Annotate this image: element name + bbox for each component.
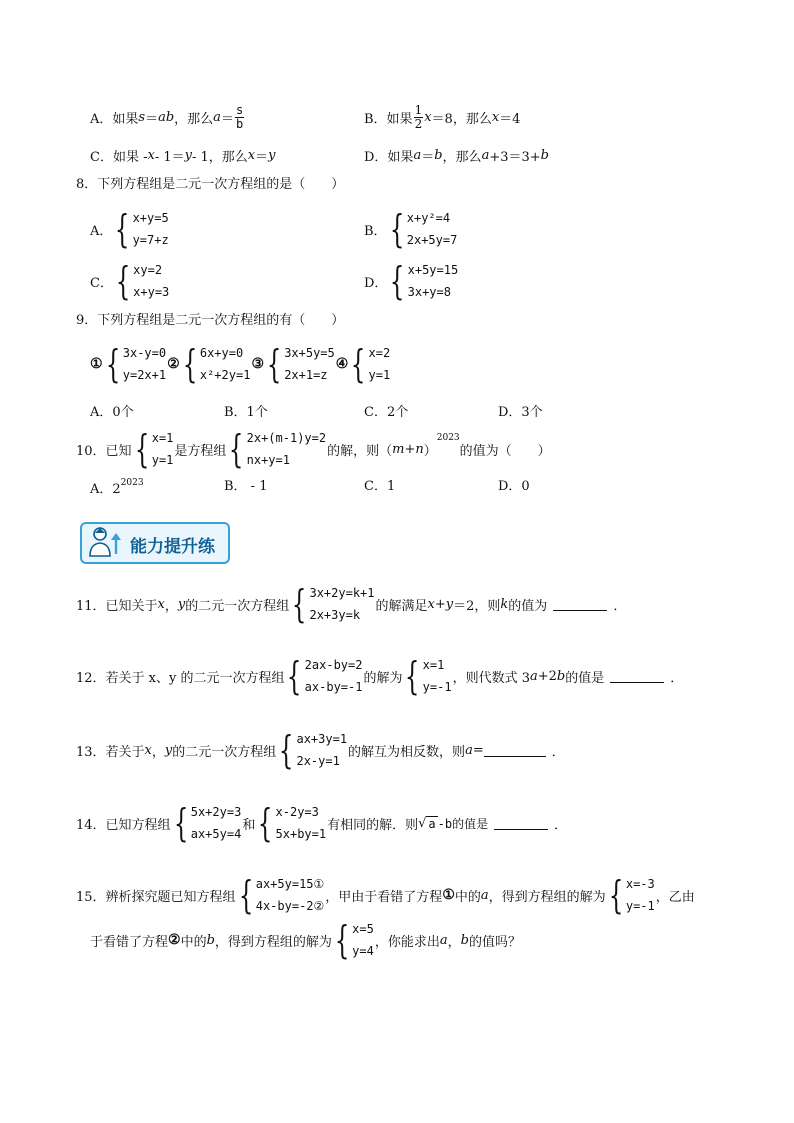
text: ，	[447, 934, 461, 950]
brace: {	[390, 259, 405, 303]
var: x	[427, 596, 435, 612]
q9-option-b: B．1个	[224, 405, 268, 420]
q7-option-d	[364, 146, 549, 165]
equation: 3x-y=0	[122, 346, 167, 360]
q10-option-c: C．1	[364, 479, 396, 494]
circled-number: ②	[167, 356, 180, 372]
q10-option-a	[90, 478, 144, 497]
var: a	[481, 148, 490, 163]
option-label: A．2	[90, 482, 121, 497]
text: ，得到方程组的解为	[488, 889, 606, 905]
q9-systems	[90, 342, 391, 386]
solution-system	[333, 918, 374, 962]
answer-blank[interactable]	[610, 670, 664, 683]
equation-system	[113, 207, 168, 251]
question-15-line-2	[90, 918, 521, 962]
circled-number: ④	[335, 356, 349, 372]
square-root	[418, 816, 438, 831]
var: s	[138, 110, 146, 125]
brace: {	[608, 873, 624, 917]
exponent: 2023	[120, 478, 144, 488]
equation-system	[349, 342, 390, 386]
equation: x²+2y=1	[199, 368, 251, 382]
equation: nx+y=1	[246, 453, 290, 467]
equation: x-2y=3	[275, 805, 319, 819]
equation: 2x+5y=7	[406, 233, 458, 247]
brace: {	[173, 801, 188, 845]
q9-option-c: C．2个	[364, 405, 409, 420]
brace: {	[258, 801, 273, 845]
student-upgrade-icon	[86, 524, 126, 560]
var: y	[268, 148, 276, 163]
question-9-stem: 9．下列方程组是二元一次方程组的有（ ）	[76, 313, 345, 328]
text: 的解为	[363, 670, 403, 686]
text: +	[404, 441, 416, 457]
text: 是方程组	[174, 443, 227, 459]
brace: {	[334, 918, 350, 962]
text: 于看错了方程	[90, 934, 169, 950]
var: y	[164, 742, 173, 758]
circled-number: ①	[442, 887, 455, 903]
denominator: b	[235, 117, 244, 131]
text: 中的	[180, 934, 207, 950]
text: -b的值是	[437, 816, 489, 831]
denominator: 2	[414, 117, 423, 131]
text: 10．已知	[76, 443, 132, 459]
question-14	[76, 801, 567, 845]
equation: ax+5y=4	[190, 827, 242, 841]
var: y	[184, 148, 192, 163]
exponent: 2023	[436, 433, 460, 443]
var: a	[413, 148, 422, 163]
banner-title: 能力提升练	[130, 537, 215, 557]
text: ，那么	[174, 112, 214, 127]
equation: x=1	[151, 431, 174, 445]
fraction	[414, 104, 424, 131]
var: b	[460, 932, 469, 948]
text: 和	[242, 817, 256, 833]
text: 的二元一次方程组	[185, 598, 290, 614]
text: ＝8，那么	[431, 112, 492, 127]
text: ＝	[421, 150, 435, 165]
text: 13．若关于	[76, 744, 145, 760]
equation: y=-1	[625, 899, 655, 913]
equation: x=-3	[625, 877, 655, 891]
var: k	[500, 596, 509, 612]
text: 的值吗？	[468, 934, 521, 950]
equation: 2x+(m-1)y=2	[246, 431, 327, 445]
answer-blank[interactable]	[484, 744, 546, 757]
text: 的值为	[508, 598, 548, 614]
equation-system	[256, 801, 326, 845]
brace: {	[405, 654, 420, 698]
circled-number: ②	[168, 932, 181, 948]
equation: y=-1	[422, 680, 452, 694]
equation-system	[388, 207, 458, 251]
section-banner	[78, 518, 230, 566]
text: 有相同的解．则	[327, 817, 419, 833]
text: 的值是	[565, 670, 605, 686]
brace: {	[389, 207, 404, 251]
var: n	[415, 441, 424, 457]
solution-system	[607, 873, 655, 917]
equation: y=1	[368, 368, 391, 382]
var: a	[480, 887, 489, 903]
equation: y=7+z	[132, 233, 169, 247]
option-label: B．如果	[364, 112, 413, 127]
question-12	[76, 654, 683, 698]
text: ，得到方程组的解为	[214, 934, 332, 950]
equation: 2x+3y=k	[309, 608, 361, 622]
equation: x=1	[422, 658, 445, 672]
brace: {	[115, 259, 131, 303]
equation-system	[277, 728, 347, 772]
question-8-stem: 8．下列方程组是二元一次方程组的是（ ）	[76, 177, 345, 192]
question-10-stem	[76, 427, 551, 471]
brace: {	[182, 342, 198, 386]
text: - 1，那么	[191, 150, 248, 165]
var: a	[439, 932, 448, 948]
text: 的解互为相反数，则	[348, 744, 466, 760]
brace: {	[351, 342, 366, 386]
equation: y=1	[151, 453, 174, 467]
q10-option-d: D．0	[498, 479, 530, 494]
brace: {	[115, 207, 130, 251]
text: 中的	[454, 889, 481, 905]
q10-option-b: B． - 1	[224, 479, 268, 494]
var: ab	[158, 110, 175, 125]
text: ＝	[255, 150, 269, 165]
equation: y=2x+1	[122, 368, 167, 382]
equation: 4x-by=-2②	[255, 899, 325, 913]
text: ，甲由于看错了方程	[325, 889, 443, 905]
radicand: a	[428, 816, 436, 831]
brace: {	[229, 427, 244, 471]
equation: x+y=5	[132, 211, 169, 225]
text: ）	[423, 443, 437, 459]
var: x	[147, 148, 155, 163]
var: m	[392, 441, 405, 457]
text: ．	[551, 744, 565, 760]
q8-option-b	[364, 207, 458, 251]
var: x	[144, 742, 152, 758]
text: ＝	[145, 112, 159, 127]
var: a	[529, 668, 538, 684]
var: b	[206, 932, 215, 948]
text: ＝	[220, 112, 234, 127]
equation-system	[181, 342, 251, 386]
text: 的解，则（	[327, 443, 393, 459]
equation: 2x-y=1	[296, 754, 340, 768]
equation: x+y=3	[133, 285, 170, 299]
q7-option-a	[90, 104, 245, 131]
var: y	[177, 596, 186, 612]
text: ，则代数式 3	[452, 670, 530, 686]
q8-option-c	[90, 259, 170, 303]
text: 的二元一次方程组	[172, 744, 277, 760]
text: ．	[670, 670, 684, 686]
equation: x+y²=4	[406, 211, 451, 225]
equation: 3x+y=8	[407, 285, 451, 299]
text: ，那么	[442, 150, 482, 165]
q8-option-d	[364, 259, 459, 303]
text: ，乙由	[655, 889, 695, 905]
numerator: 1	[414, 103, 423, 117]
numerator: s	[235, 103, 244, 117]
option-label: D．	[364, 275, 388, 291]
brace: {	[279, 728, 294, 772]
option-label: D．如果	[364, 150, 414, 165]
text: 15．辨析探究题已知方程组	[76, 889, 236, 905]
equation-system	[237, 873, 325, 917]
equation: x=5	[352, 922, 374, 936]
var: y	[445, 596, 454, 612]
question-13	[76, 728, 565, 772]
text: ，	[164, 598, 178, 614]
radical-sign: √	[418, 815, 427, 831]
equation: x=2	[368, 346, 391, 360]
text: ，	[151, 744, 165, 760]
brace: {	[292, 582, 307, 626]
answer-blank[interactable]	[494, 817, 548, 830]
text: 12．若关于 x、y 的二元一次方程组	[76, 670, 285, 686]
equation: 3x+2y=k+1	[309, 586, 375, 600]
brace: {	[266, 342, 282, 386]
q9-option-a: A．0个	[90, 405, 134, 420]
option-label: A．	[90, 223, 113, 239]
question-11	[76, 582, 626, 626]
brace: {	[105, 342, 120, 386]
equation-system	[172, 801, 242, 845]
q7-option-b	[364, 104, 520, 131]
text: - 1＝	[154, 150, 185, 165]
equation-system	[290, 582, 374, 626]
equation: 2x+1=z	[284, 368, 328, 382]
equation: 5x+2y=3	[190, 805, 242, 819]
var: a	[213, 110, 221, 125]
equation-system	[104, 342, 167, 386]
equation: 2ax-by=2	[304, 658, 363, 672]
brace: {	[134, 427, 149, 471]
text: 11．已知关于	[76, 598, 158, 614]
var: a	[465, 742, 473, 758]
equation: y=4	[352, 944, 374, 958]
var: b	[434, 148, 443, 163]
text: ＝4	[499, 112, 521, 127]
q8-option-a	[90, 207, 170, 251]
solution-system	[133, 427, 174, 471]
text: 的解满足	[375, 598, 428, 614]
var: x	[424, 110, 432, 125]
text: ．	[554, 817, 568, 833]
text: +3＝3+	[489, 150, 541, 165]
equation: ax+3y=1	[296, 732, 348, 746]
var: b	[556, 668, 566, 684]
text: 的值为（ ）	[459, 443, 551, 459]
text: =	[472, 742, 484, 758]
option-label: C．	[90, 275, 113, 291]
equation: ax-by=-1	[304, 680, 363, 694]
var: x	[491, 110, 500, 125]
equation-system	[114, 259, 169, 303]
text: ＝2，则	[453, 598, 501, 614]
question-15-line-1	[76, 873, 695, 917]
equation: ax+5y=15①	[255, 877, 325, 891]
answer-blank[interactable]	[553, 598, 607, 611]
q7-option-c	[90, 146, 276, 165]
text: ．	[613, 598, 627, 614]
text: +2	[537, 668, 557, 684]
solution-system	[403, 654, 451, 698]
q9-option-d: D．3个	[498, 405, 543, 420]
text: 14．已知方程组	[76, 817, 171, 833]
option-label: A．如果	[90, 112, 139, 127]
var: x	[247, 148, 256, 163]
equation-system	[265, 342, 335, 386]
equation-system	[388, 259, 458, 303]
text: +	[434, 596, 446, 612]
brace: {	[238, 873, 253, 917]
brace: {	[287, 654, 302, 698]
var: b	[540, 148, 549, 163]
circled-number: ①	[90, 356, 103, 372]
fraction	[235, 104, 244, 131]
circled-number: ③	[251, 356, 264, 372]
option-label: C．如果 -	[90, 150, 148, 165]
equation: 6x+y=0	[199, 346, 244, 360]
equation: 5x+by=1	[275, 827, 327, 841]
equation: xy=2	[133, 263, 163, 277]
equation: x+5y=15	[407, 263, 459, 277]
equation: 3x+5y=5	[284, 346, 335, 360]
text: ，你能求出	[374, 934, 440, 950]
equation-system	[285, 654, 362, 698]
equation-system	[227, 427, 326, 471]
option-label: B．	[364, 223, 387, 239]
var: x	[157, 596, 165, 612]
